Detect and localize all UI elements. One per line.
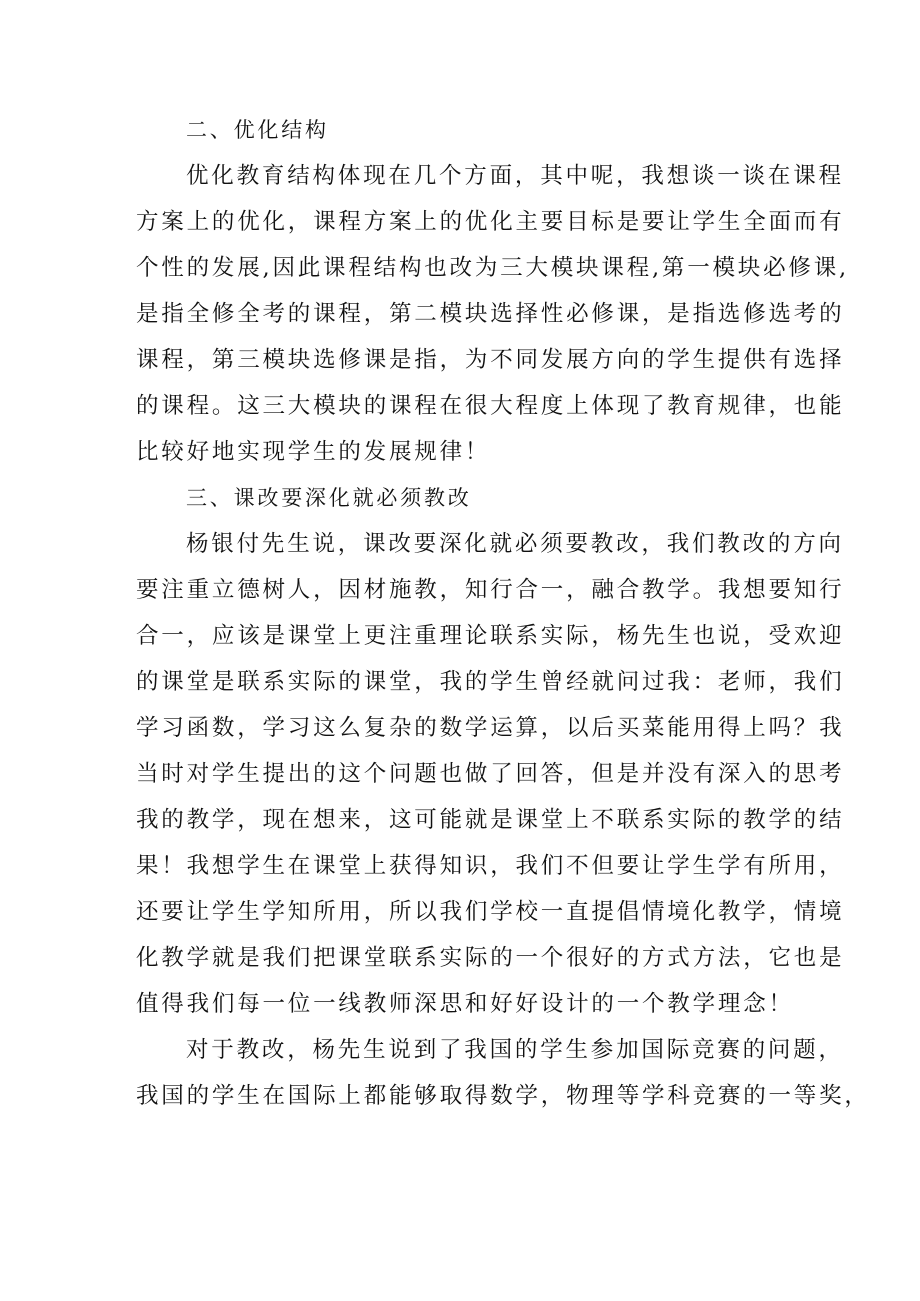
section-heading-teaching-reform: 三、课改要深化就必须教改 (186, 486, 472, 510)
paragraph-line: 的课程。这三大模块的课程在很大程度上体现了教育规律，也能 (136, 393, 845, 419)
paragraph-line: 学习函数，学习这么复杂的数学运算，以后买菜能用得上吗？我 (136, 715, 845, 741)
paragraph-course-structure (136, 153, 849, 475)
paragraph-line: 方案上的优化，课程方案上的优化主要目标是要让学生全面而有 (136, 209, 845, 235)
paragraph-line: 对于教改，杨先生说到了我国的学生参加国际竞赛的问题， (186, 1037, 844, 1063)
paragraph-line: 还要让学生学知所用，所以我们学校一直提倡情境化教学，情境 (136, 899, 845, 925)
paragraph-line: 优化教育结构体现在几个方面，其中呢，我想谈一谈在课程 (186, 163, 844, 189)
paragraph-line: 合一，应该是课堂上更注重理论联系实际，杨先生也说，受欢迎 (136, 623, 845, 649)
document-body (136, 107, 870, 1119)
paragraph-line: 我国的学生在国际上都能够取得数学，物理等学科竞赛的一等奖， (136, 1083, 870, 1109)
paragraph-line: 是指全修全考的课程，第二模块选择性必修课，是指选修选考的 (136, 301, 845, 327)
paragraph-line: 果！我想学生在课堂上获得知识，我们不但要让学生学有所用， (136, 853, 845, 879)
paragraph-line: 我的教学，现在想来，这可能就是课堂上不联系实际的教学的结 (136, 807, 845, 833)
paragraph-international-competition (136, 1027, 870, 1119)
paragraph-line: 值得我们每一位一线教师深思和好好设计的一个教学理念！ (136, 991, 794, 1017)
section-heading-optimize-structure: 二、优化结构 (186, 118, 329, 142)
paragraph-line: 当时对学生提出的这个问题也做了回答，但是并没有深入的思考 (136, 761, 845, 787)
paragraph-teaching-reform (136, 521, 845, 1027)
paragraph-line: 的课堂是联系实际的课堂，我的学生曾经就问过我：老师，我们 (136, 669, 845, 695)
paragraph-line: 杨银付先生说，课改要深化就必须要教改，我们教改的方向 (186, 531, 844, 557)
paragraph-line: 化教学就是我们把课堂联系实际的一个很好的方式方法，它也是 (136, 945, 845, 971)
paragraph-line: 比较好地实现学生的发展规律！ (136, 439, 491, 465)
paragraph-line: 要注重立德树人，因材施教，知行合一，融合教学。我想要知行 (136, 577, 845, 603)
paragraph-line: 课程，第三模块选修课是指，为不同发展方向的学生提供有选择 (136, 347, 845, 373)
paragraph-line: 个性的发展,因此课程结构也改为三大模块课程,第一模块必修课, (136, 255, 849, 281)
